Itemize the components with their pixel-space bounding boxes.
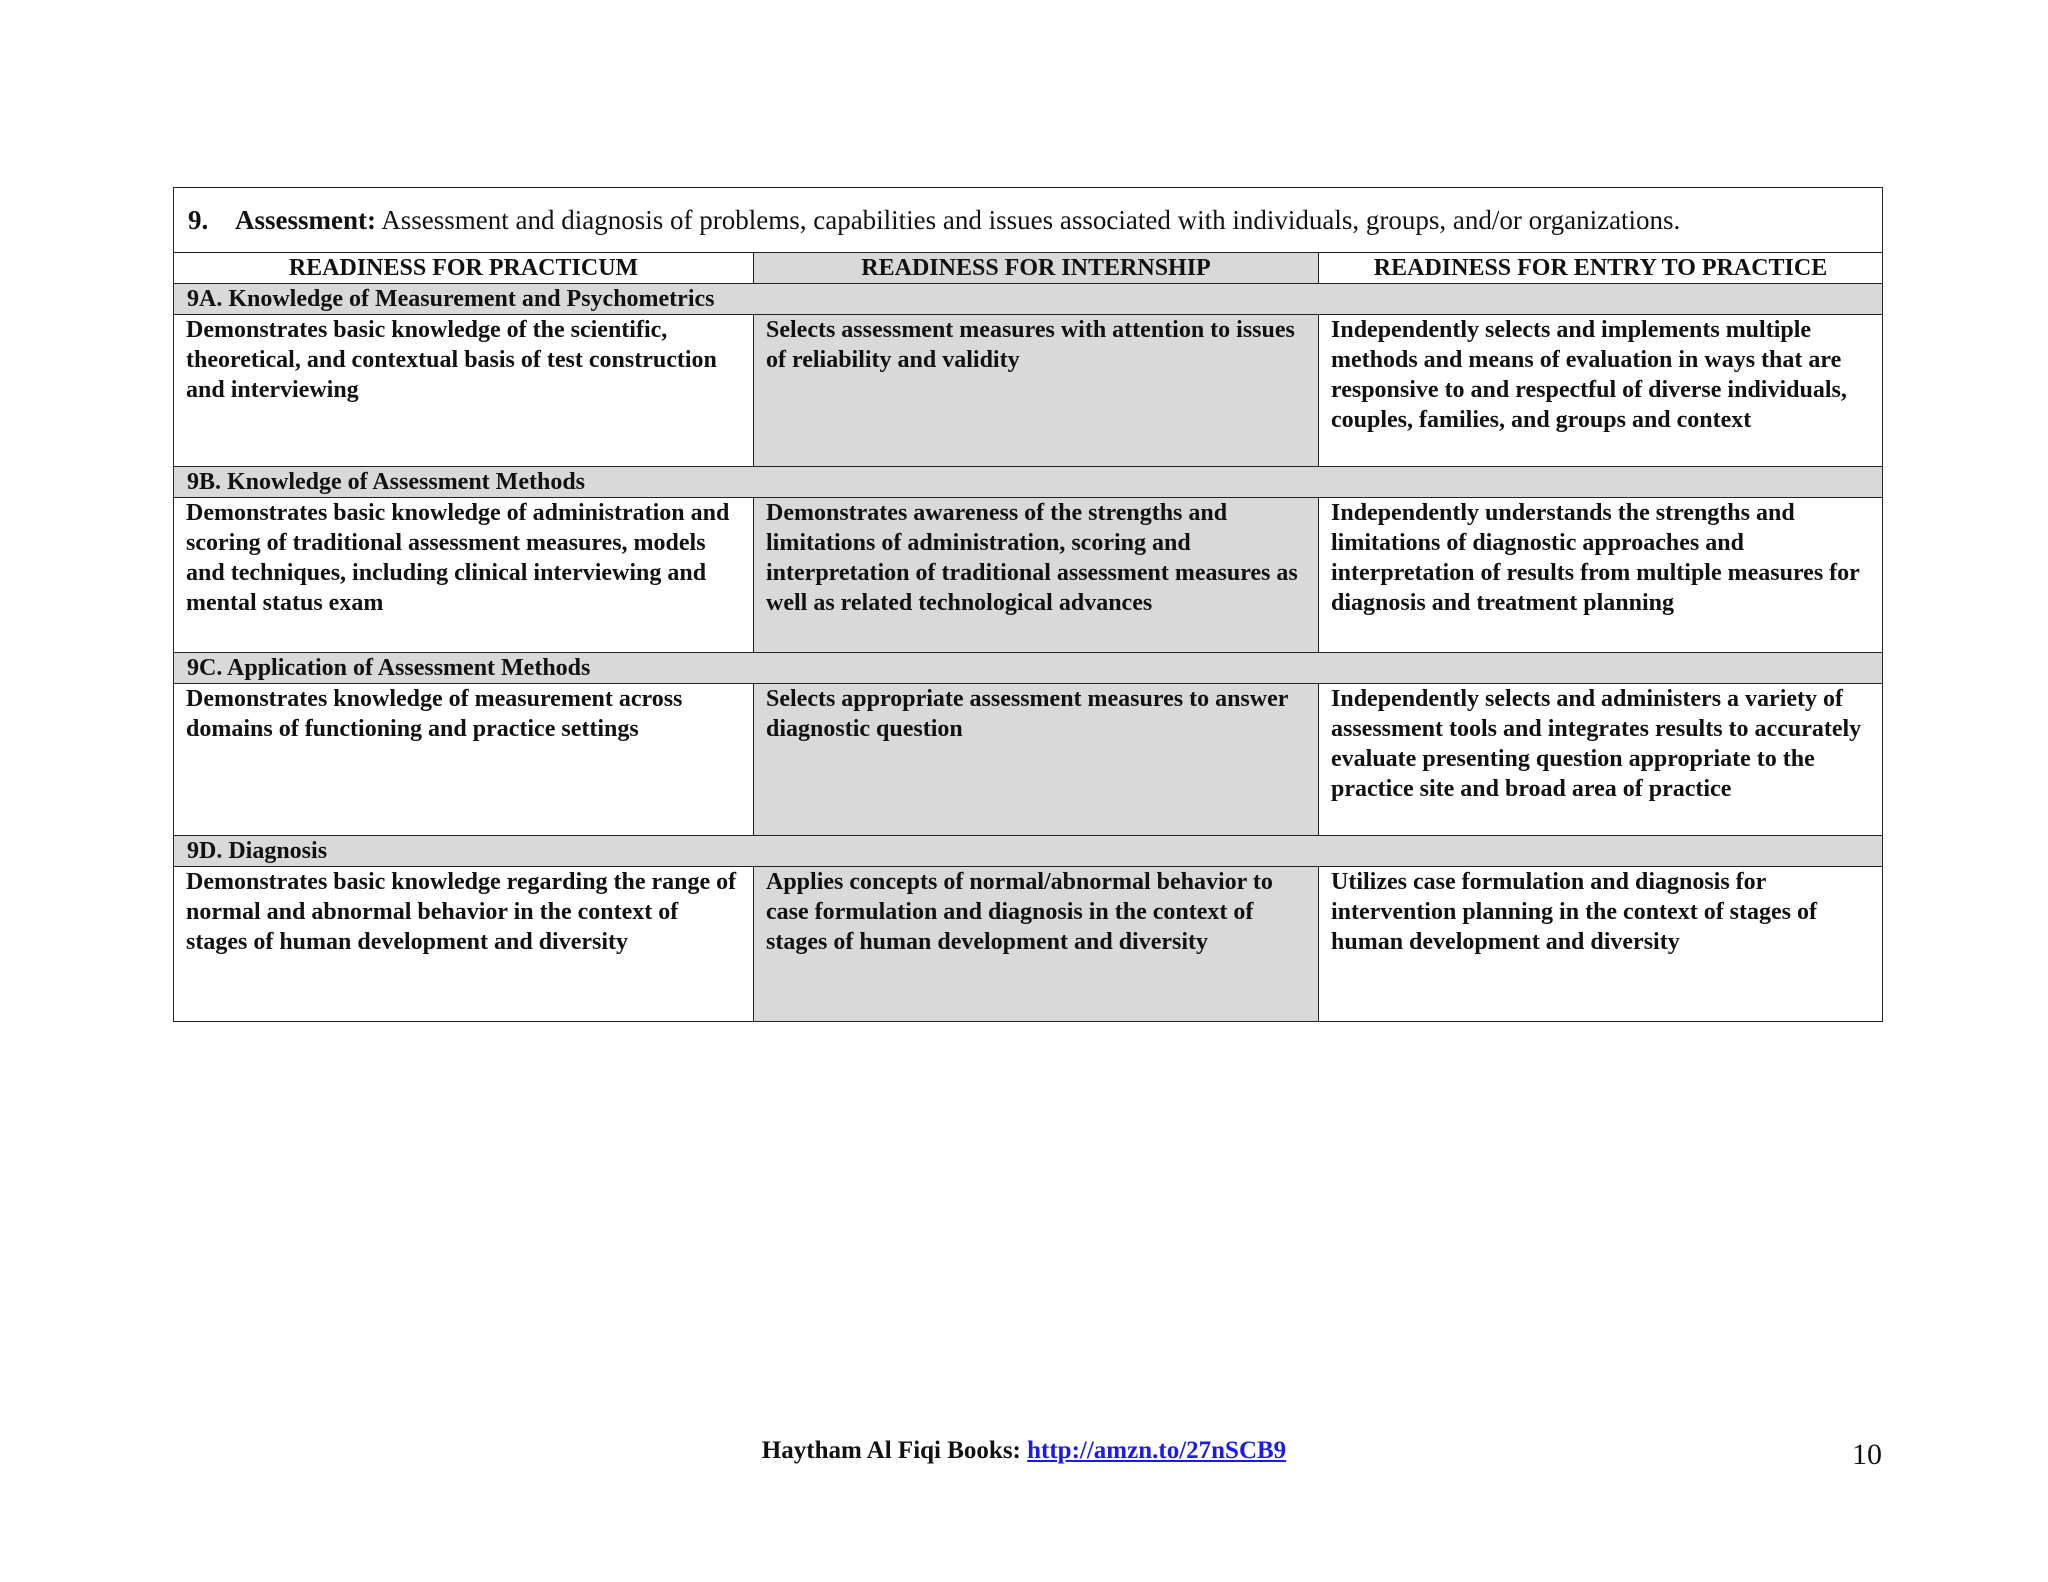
cell-9c-practicum: Demonstrates knowledge of measurement across domains of functioning and practice settings [174,684,754,836]
cell-9d-entry-to-practice: Utilizes case formulation and diagnosis for intervention planning in the context of stages of human development and diversity [1319,867,1883,1022]
section-title-9d: 9D. Diagnosis [174,836,1883,867]
column-header-practicum: READINESS FOR PRACTICUM [174,253,754,284]
heading-number: 9. [188,205,209,235]
section-header-row [174,836,1883,867]
cell-9a-entry-to-practice: Independently selects and implements multiple methods and means of evaluation in ways that are responsive to and respectful of diverse individuals, couples, families, and groups and context [1319,315,1883,467]
cell-9b-practicum: Demonstrates basic knowledge of administration and scoring of traditional assessment measures, models and techniques, including clinical interviewing and mental status exam [174,498,754,653]
cell-9d-internship: Applies concepts of normal/abnormal behavior to case formulation and diagnosis in the context of stages of human development and diversity [754,867,1319,1022]
table-row [174,867,1883,1022]
table-row [174,498,1883,653]
section-title-9a: 9A. Knowledge of Measurement and Psychometrics [174,284,1883,315]
table-row [174,684,1883,836]
section-header-row [174,467,1883,498]
cell-9c-entry-to-practice: Independently selects and administers a variety of assessment tools and integrates results to accurately evaluate presenting question appropriate to the practice site and broad area of practice [1319,684,1883,836]
cell-9b-entry-to-practice: Independently understands the strengths and limitations of diagnostic approaches and interpretation of results from multiple measures for diagnosis and treatment planning [1319,498,1883,653]
section-header-row [174,284,1883,315]
page-number: 10 [1852,1438,1882,1471]
cell-9a-internship: Selects assessment measures with attention to issues of reliability and validity [754,315,1319,467]
section-header-row [174,653,1883,684]
cell-9a-practicum: Demonstrates basic knowledge of the scientific, theoretical, and contextual basis of test construction and interviewing [174,315,754,467]
page-footer [0,1436,2048,1466]
footer-text: Haytham Al Fiqi Books: [761,1437,1028,1464]
heading-label: Assessment: [235,205,376,235]
section-title-9c: 9C. Application of Assessment Methods [174,653,1883,684]
competency-table [173,187,1883,1022]
table-title-row [174,188,1883,253]
section-title-9b: 9B. Knowledge of Assessment Methods [174,467,1883,498]
table-row [174,315,1883,467]
cell-9d-practicum: Demonstrates basic knowledge regarding the range of normal and abnormal behavior in the context of stages of human development and diversity [174,867,754,1022]
cell-9b-internship: Demonstrates awareness of the strengths and limitations of administration, scoring and interpretation of traditional assessment measures as well as related technological advances [754,498,1319,653]
column-header-row [174,253,1883,284]
column-header-entry-to-practice: READINESS FOR ENTRY TO PRACTICE [1319,253,1883,284]
footer-link[interactable]: http://amzn.to/27nSCB9 [1027,1437,1287,1464]
heading-description: Assessment and diagnosis of problems, capabilities and issues associated with individuals, groups, and/or organizations. [381,205,1681,235]
cell-9c-internship: Selects appropriate assessment measures to answer diagnostic question [754,684,1319,836]
column-header-internship: READINESS FOR INTERNSHIP [754,253,1319,284]
table-title [174,188,1883,253]
